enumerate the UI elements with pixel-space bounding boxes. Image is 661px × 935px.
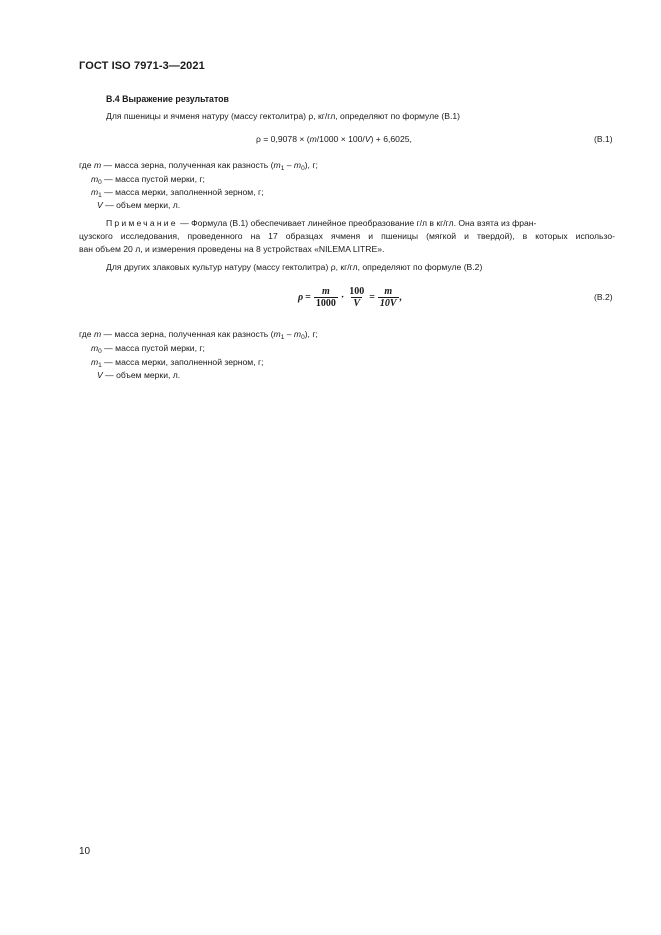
where2-m1-definition: $m_1$ — масса мерки, заполненной зерном, г; xyxy=(91,357,264,369)
document-header-title: ГОСТ ISO 7971-3—2021 xyxy=(79,60,205,72)
where1-m-definition: где m — масса зерна, полученная как разность $(m_1 - m_0)$, г; xyxy=(79,160,318,172)
formula-b2-fraction-1: $\frac{m}{1000}$ xyxy=(315,286,336,309)
where2-m-definition: где m — масса зерна, полученная как разность $(m_1 - m_0)$, г; xyxy=(79,329,318,341)
formula-b2-number: (В.2) xyxy=(594,292,613,302)
formula-b2-tail: , xyxy=(399,291,403,303)
formula-b1 xyxy=(256,133,412,145)
formula-b1-rho: ρ xyxy=(256,134,261,144)
formula-b1-part-a: = 0,9078 × ( xyxy=(260,134,310,144)
formula-b1-m: m xyxy=(309,134,317,144)
formula-b2 xyxy=(298,286,402,309)
formula-b1-part-b: /1000 × 100/ xyxy=(316,134,365,144)
formula-b1-v: V xyxy=(364,134,371,144)
formula-b2-equals: = xyxy=(305,291,311,303)
note-label: Примечание xyxy=(106,218,178,228)
note-line-1: Примечание — Формула (В.1) обеспечивает линейное преобразование г/л в кг/гл. Она взята из фран- xyxy=(106,218,537,228)
where1-m1-definition: $m_1$ — масса мерки, заполненной зерном, г; xyxy=(91,187,264,199)
page-number: 10 xyxy=(79,846,91,857)
where2-v-definition: V — объем мерки, л. xyxy=(97,370,181,380)
intro-paragraph-b1: Для пшеницы и ячменя натуру (массу гектолитра) ρ, кг/гл, определяют по формуле (В.1) xyxy=(106,111,460,121)
formula-b1-part-c: ) + 6,6025, xyxy=(370,134,412,144)
formula-b2-fraction-3: $\frac{m}{10V}$ xyxy=(379,286,397,309)
formula-b2-fraction-2: $\frac{100}{V}$ xyxy=(349,286,365,309)
section-title: В.4 Выражение результатов xyxy=(106,94,229,104)
where1-m0-definition: $m_0$ — масса пустой мерки, г; xyxy=(91,174,205,186)
formula-b2-dot: · xyxy=(340,291,345,303)
note-line-3: ван объем 20 л, и измерения проведены на 8 устройствах «NILEMA LITRE». xyxy=(79,244,385,254)
intro-paragraph-b2: Для других злаковых культур натуру (массу гектолитра) ρ, кг/гл, определяют по формуле (В.2) xyxy=(106,262,483,272)
note-line-2: цузского исследования, проведенного на 17 образцах ячменя и пшеницы (мягкой и твердой), в которых использо- xyxy=(79,231,615,241)
formula-b2-rho: ρ xyxy=(298,291,304,303)
formula-b1-number: (В.1) xyxy=(594,134,613,144)
where2-m0-definition: $m_0$ — масса пустой мерки, г; xyxy=(91,343,205,355)
where1-v-definition: V — объем мерки, л. xyxy=(97,200,181,210)
formula-b2-equals-2: = xyxy=(369,291,375,303)
